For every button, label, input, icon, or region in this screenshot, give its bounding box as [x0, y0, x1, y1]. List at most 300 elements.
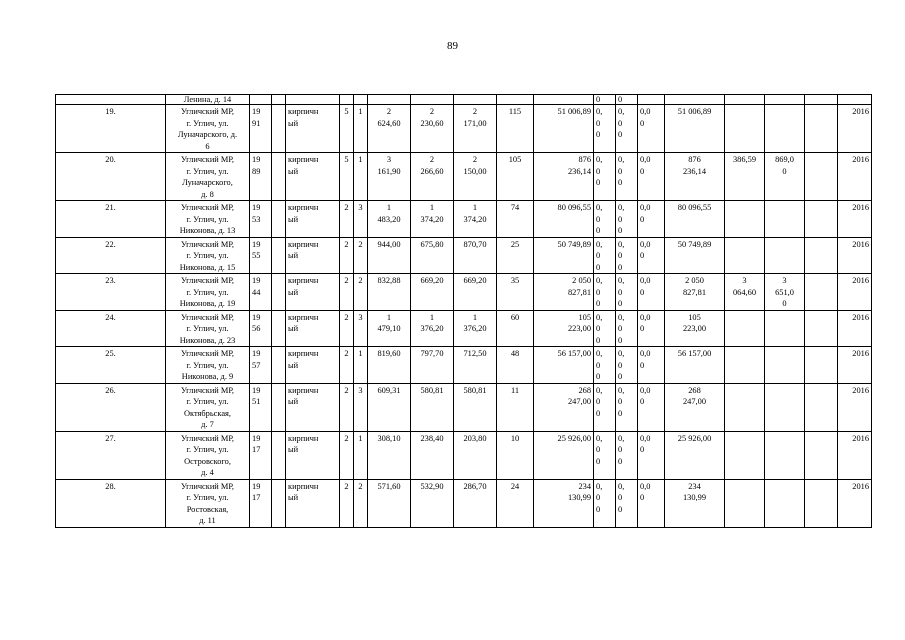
cell-line: Никонова, д. 13: [179, 226, 236, 235]
cell-line: 0: [782, 166, 787, 176]
cell-line: Никонова, д. 9: [181, 372, 234, 381]
cell-line: кирпичн: [288, 385, 319, 395]
cell-line: кирпичн: [288, 276, 319, 285]
build-year-cell: [250, 153, 272, 201]
wall-material-cell: [286, 431, 340, 479]
cell-line: 0,: [596, 385, 603, 395]
cell-line: 223,00: [567, 324, 591, 333]
cell-line: 0: [596, 299, 601, 308]
cost-per-sqm-cell: [725, 431, 765, 479]
cell-line: 2: [472, 107, 478, 116]
residential-area-cell: [454, 237, 497, 274]
cell-line: 669,20: [463, 276, 487, 285]
table-row: [56, 274, 872, 311]
total-cost-cell: [534, 479, 594, 527]
cost-per-sqm-cell: [725, 153, 765, 201]
total-area-cell: [368, 105, 411, 153]
wall-material-cell: [286, 105, 340, 153]
cell-line: 0,0: [640, 203, 651, 212]
entrances-cell: 1: [354, 347, 368, 384]
cell-line: 80 096,55: [677, 203, 712, 212]
limit-cost-cell: [765, 105, 805, 153]
plan-year-cell: 2016: [838, 105, 872, 153]
living-area-cell: [411, 95, 454, 105]
page-number: 89: [447, 40, 458, 52]
cell-line: 19: [252, 107, 261, 116]
cost-per-sqm-cell: [725, 95, 765, 105]
cell-line: 89: [252, 166, 261, 176]
address-cell: [166, 479, 250, 527]
cell-line: 19: [252, 433, 261, 443]
cell-line: кирпичн: [288, 481, 319, 491]
build-year-cell: [250, 479, 272, 527]
housing-register-table: [55, 94, 872, 528]
wall-material-cell: [286, 95, 340, 105]
cell-line: 0: [618, 504, 623, 514]
cell-line: г. Углич, ул.: [186, 397, 229, 406]
cell-line: 0: [618, 214, 623, 224]
funding-a-cell: [594, 431, 616, 479]
residential-area-cell: [454, 347, 497, 384]
cell-line: 0,0: [640, 481, 651, 491]
cell-line: 1: [429, 203, 435, 212]
funding-a-cell: [594, 383, 616, 431]
cell-line: 0: [640, 287, 645, 297]
total-area-cell: [368, 201, 411, 238]
funding-d-cell: [665, 431, 725, 479]
cost-per-sqm-cell: [725, 274, 765, 311]
cell-line: 2: [472, 155, 478, 164]
row-number: 26.: [56, 383, 166, 431]
cell-line: 669,20: [420, 276, 444, 285]
cell-line: кирпичн: [288, 433, 319, 443]
cell-line: 19: [252, 312, 261, 322]
cell-line: д. 11: [199, 516, 216, 525]
funding-c-cell: [638, 153, 665, 201]
funding-b-cell: [616, 201, 638, 238]
build-year-cell: [250, 201, 272, 238]
cell-line: 2 050: [572, 276, 591, 285]
cell-line: 0,: [618, 433, 625, 443]
cell-line: 0: [618, 456, 623, 466]
cell-line: 19: [252, 481, 261, 491]
cell-line: 0: [596, 397, 601, 406]
cell-line: 44: [252, 287, 261, 297]
cost-per-sqm-cell: [725, 237, 765, 274]
cell-line: 712,50: [463, 349, 487, 358]
cell-line: 0,: [596, 239, 603, 249]
residents-cell: 74: [497, 201, 534, 238]
table-row: [56, 105, 872, 153]
entrances-cell: 2: [354, 479, 368, 527]
cell-line: 161,90: [377, 166, 401, 176]
cell-line: 944,00: [377, 239, 401, 249]
plan-year-cell: 2016: [838, 347, 872, 384]
limit-cost-cell: [765, 347, 805, 384]
cell-line: Никонова, д. 19: [179, 299, 236, 308]
cell-line: 0: [640, 397, 645, 406]
address-cell: [166, 310, 250, 347]
limit-cost-cell: [765, 237, 805, 274]
cell-line: 247,00: [682, 397, 707, 406]
cell-line: 0: [618, 445, 623, 454]
table-row: [56, 153, 872, 201]
living-area-cell: [411, 347, 454, 384]
cost-per-sqm-cell: [725, 479, 765, 527]
table-row: [56, 431, 872, 479]
build-year-cell: [250, 95, 272, 105]
build-year-cell: [250, 237, 272, 274]
living-area-cell: [411, 310, 454, 347]
cell-line: 51: [252, 397, 261, 406]
residential-area-cell: [454, 201, 497, 238]
cell-line: г. Углич, ул.: [186, 251, 229, 260]
table-row: [56, 237, 872, 274]
cell-line: 53: [252, 214, 261, 224]
total-cost-cell: [534, 201, 594, 238]
floors-cell: 5: [340, 153, 354, 201]
cell-line: 51 006,89: [557, 107, 591, 116]
entrances-cell: 1: [354, 105, 368, 153]
address-cell: [166, 153, 250, 201]
cell-line: 55: [252, 251, 261, 260]
cell-line: 50 749,89: [677, 239, 712, 249]
cell-line: 479,10: [377, 324, 401, 333]
cell-line: 876: [688, 155, 701, 164]
wall-material-cell: [286, 347, 340, 384]
table-row: [56, 201, 872, 238]
total-area-cell: [368, 347, 411, 384]
residents-cell: [497, 95, 534, 105]
cell-line: 571,60: [377, 481, 401, 491]
cell-line: 0: [640, 493, 645, 502]
residents-cell: 10: [497, 431, 534, 479]
total-area-cell: [368, 383, 411, 431]
cell-line: Ростовская,: [186, 504, 229, 514]
cell-line: 0: [618, 166, 623, 176]
limit-cost-cell: [765, 274, 805, 311]
cell-line: 0,: [618, 349, 625, 358]
cell-line: 609,31: [377, 385, 401, 395]
funding-c-cell: [638, 383, 665, 431]
plan-year-cell: 2016: [838, 431, 872, 479]
blank-cell: [805, 237, 838, 274]
cell-line: 268: [578, 385, 591, 395]
cell-line: 234: [688, 481, 701, 491]
total-area-cell: [368, 153, 411, 201]
total-cost-cell: [534, 274, 594, 311]
cell-line: 0: [618, 493, 623, 502]
cell-line: Угличский МР,: [180, 107, 235, 116]
cell-line: 0: [596, 287, 601, 297]
cell-line: 25 926,00: [677, 433, 712, 443]
cell-line: 0,: [596, 276, 603, 285]
funding-c-cell: [638, 310, 665, 347]
funding-c-cell: [638, 95, 665, 105]
cell-line: 1: [472, 203, 478, 212]
cell-line: 56: [252, 324, 261, 333]
cell-line: 0: [596, 335, 601, 345]
residential-area-cell: [454, 274, 497, 311]
row-number: 21.: [56, 201, 166, 238]
cell-line: 203,80: [463, 433, 487, 443]
cell-line: 50 749,89: [557, 239, 591, 249]
cell-line: кирпичн: [288, 312, 319, 322]
limit-cost-cell: [765, 479, 805, 527]
cell-line: 0,: [596, 203, 603, 212]
cell-line: кирпичн: [288, 349, 319, 358]
cell-line: 0,0: [640, 349, 651, 358]
limit-cost-cell: [765, 383, 805, 431]
cell-line: 0,: [618, 203, 625, 212]
limit-cost-cell: [765, 310, 805, 347]
cell-line: ый: [288, 287, 299, 297]
cell-line: 236,14: [567, 166, 591, 176]
cell-line: кирпичн: [288, 107, 319, 116]
funding-c-cell: [638, 479, 665, 527]
address-cell: [166, 237, 250, 274]
cell-line: 0: [640, 118, 645, 128]
entrances-cell: [354, 95, 368, 105]
cell-line: 17: [252, 445, 261, 454]
cell-line: 624,60: [377, 118, 401, 128]
cell-line: кирпичн: [288, 203, 319, 212]
residents-cell: 25: [497, 237, 534, 274]
cell-line: 0,0: [640, 155, 651, 164]
cell-line: г. Углич, ул.: [186, 360, 229, 370]
cell-line: 0: [596, 95, 601, 104]
total-cost-cell: [534, 310, 594, 347]
cell-line: 2 050: [685, 276, 704, 285]
funding-b-cell: [616, 274, 638, 311]
cell-line: 0: [640, 324, 645, 333]
row-number: 20.: [56, 153, 166, 201]
cell-line: 0,0: [640, 385, 651, 395]
build-year-cell: [250, 274, 272, 311]
cell-line: Угличский МР,: [180, 433, 235, 443]
cell-line: 268: [688, 385, 701, 395]
cell-line: ый: [288, 445, 299, 454]
cell-line: 0: [596, 504, 601, 514]
funding-b-cell: [616, 347, 638, 384]
cell-line: 0,: [596, 349, 603, 358]
cell-line: 1: [386, 312, 392, 322]
cell-line: 2: [429, 155, 435, 164]
cell-line: 0,: [618, 481, 625, 491]
build-year-cell: [250, 383, 272, 431]
residential-area-cell: [454, 105, 497, 153]
cell-line: 286,70: [463, 481, 487, 491]
funding-b-cell: [616, 105, 638, 153]
build-year-cell: [250, 105, 272, 153]
floors-cell: 2: [340, 479, 354, 527]
cell-line: 0,: [618, 107, 625, 116]
cost-per-sqm-cell: [725, 105, 765, 153]
wall-material-cell: [286, 310, 340, 347]
cell-line: 0: [618, 372, 623, 381]
wall-material-cell: [286, 274, 340, 311]
total-cost-cell: [534, 95, 594, 105]
cell-line: 0,: [596, 312, 603, 322]
funding-c-cell: [638, 237, 665, 274]
blank-cell: [272, 237, 286, 274]
total-area-cell: [368, 431, 411, 479]
wall-material-cell: [286, 383, 340, 431]
cell-line: Луначарского, д.: [177, 130, 238, 139]
cell-line: 876: [578, 155, 591, 164]
cell-line: 0: [618, 324, 623, 333]
plan-year-cell: 2016: [838, 310, 872, 347]
cell-line: д. 8: [201, 189, 214, 199]
cell-line: 0,0: [640, 276, 651, 285]
cell-line: 651,0: [775, 287, 794, 297]
cell-line: 0,: [618, 276, 625, 285]
cell-line: 0: [618, 226, 623, 235]
cell-line: д. 4: [201, 468, 214, 477]
cost-per-sqm-cell: [725, 383, 765, 431]
cell-line: 223,00: [682, 324, 707, 333]
cell-line: кирпичн: [288, 155, 319, 164]
cell-line: 234: [578, 481, 591, 491]
floors-cell: 2: [340, 201, 354, 238]
blank-cell: [805, 274, 838, 311]
cell-line: 580,81: [420, 385, 444, 395]
cell-line: 0: [782, 299, 787, 308]
funding-d-cell: [665, 95, 725, 105]
funding-a-cell: [594, 153, 616, 201]
cell-line: 0: [618, 95, 623, 104]
cell-line: 797,70: [420, 349, 444, 358]
cell-line: 374,20: [463, 214, 487, 224]
entrances-cell: 2: [354, 274, 368, 311]
entrances-cell: 2: [354, 237, 368, 274]
cell-line: 0,: [596, 481, 603, 491]
cell-line: ый: [288, 251, 299, 260]
continuation-row: [56, 95, 872, 105]
cell-line: 0,: [596, 433, 603, 443]
funding-a-cell: [594, 347, 616, 384]
cell-line: 0: [640, 166, 645, 176]
cell-line: 0: [618, 178, 623, 187]
cell-line: ый: [288, 324, 299, 333]
blank-cell: [272, 153, 286, 201]
cell-line: 0: [596, 130, 601, 139]
funding-a-cell: [594, 95, 616, 105]
cell-line: 19: [252, 203, 261, 212]
cell-line: 308,10: [377, 433, 401, 443]
residents-cell: 24: [497, 479, 534, 527]
limit-cost-cell: [765, 431, 805, 479]
cell-line: 0,: [618, 312, 625, 322]
residential-area-cell: [454, 95, 497, 105]
funding-b-cell: [616, 237, 638, 274]
residents-cell: 11: [497, 383, 534, 431]
floors-cell: 2: [340, 237, 354, 274]
cell-line: 0: [618, 118, 623, 128]
cell-line: 57: [252, 360, 261, 370]
blank-cell: [805, 347, 838, 384]
row-number: 25.: [56, 347, 166, 384]
total-area-cell: [368, 479, 411, 527]
cell-line: 376,20: [420, 324, 444, 333]
cell-line: 0,: [596, 155, 603, 164]
cell-line: 130,99: [567, 493, 591, 502]
cell-line: г. Углич, ул.: [186, 324, 229, 333]
cell-line: 19: [252, 155, 261, 164]
cell-line: ый: [288, 214, 299, 224]
residents-cell: 48: [497, 347, 534, 384]
living-area-cell: [411, 274, 454, 311]
cell-line: 0: [596, 214, 601, 224]
total-area-cell: [368, 274, 411, 311]
cell-line: 236,14: [682, 166, 707, 176]
funding-b-cell: [616, 431, 638, 479]
residential-area-cell: [454, 479, 497, 527]
limit-cost-cell: [765, 95, 805, 105]
living-area-cell: [411, 201, 454, 238]
cell-line: Луначарского,: [182, 178, 233, 187]
residents-cell: 35: [497, 274, 534, 311]
cell-line: 0: [596, 166, 601, 176]
cell-line: 0: [596, 118, 601, 128]
cell-line: 19: [252, 276, 261, 285]
funding-d-cell: [665, 201, 725, 238]
funding-a-cell: [594, 310, 616, 347]
wall-material-cell: [286, 201, 340, 238]
cell-line: 0: [596, 445, 601, 454]
wall-material-cell: [286, 153, 340, 201]
residential-area-cell: [454, 383, 497, 431]
cell-line: 819,60: [377, 349, 401, 358]
cell-line: 869,0: [775, 155, 794, 164]
living-area-cell: [411, 105, 454, 153]
table-row: [56, 383, 872, 431]
blank-cell: [805, 201, 838, 238]
cell-line: 0: [618, 287, 623, 297]
entrances-cell: 3: [354, 201, 368, 238]
cell-line: 0: [618, 262, 623, 272]
cost-per-sqm-cell: [725, 347, 765, 384]
plan-year-cell: 2016: [838, 479, 872, 527]
cell-line: 0,0: [640, 107, 651, 116]
cell-line: 0: [640, 251, 645, 260]
cell-line: Угличский МР,: [180, 239, 235, 249]
entrances-cell: 1: [354, 153, 368, 201]
cell-line: 532,90: [420, 481, 444, 491]
row-number: 22.: [56, 237, 166, 274]
cell-line: 25 926,00: [557, 433, 591, 443]
cell-line: Никонова, д. 23: [179, 335, 236, 345]
residents-cell: 60: [497, 310, 534, 347]
blank-cell: [272, 274, 286, 311]
address-cell: [166, 431, 250, 479]
floors-cell: 2: [340, 383, 354, 431]
table-row: [56, 479, 872, 527]
cell-line: Угличский МР,: [180, 349, 235, 358]
cell-line: 51 006,89: [677, 107, 712, 116]
cell-line: Никонова, д. 15: [179, 262, 236, 272]
funding-a-cell: [594, 237, 616, 274]
cell-line: Угличский МР,: [180, 385, 235, 395]
funding-a-cell: [594, 201, 616, 238]
funding-d-cell: [665, 105, 725, 153]
cell-line: 483,20: [377, 214, 401, 224]
plan-year-cell: [838, 95, 872, 105]
cell-line: 19: [252, 349, 261, 358]
cell-line: 1: [472, 312, 478, 322]
plan-year-cell: 2016: [838, 237, 872, 274]
cost-per-sqm-cell: [725, 201, 765, 238]
